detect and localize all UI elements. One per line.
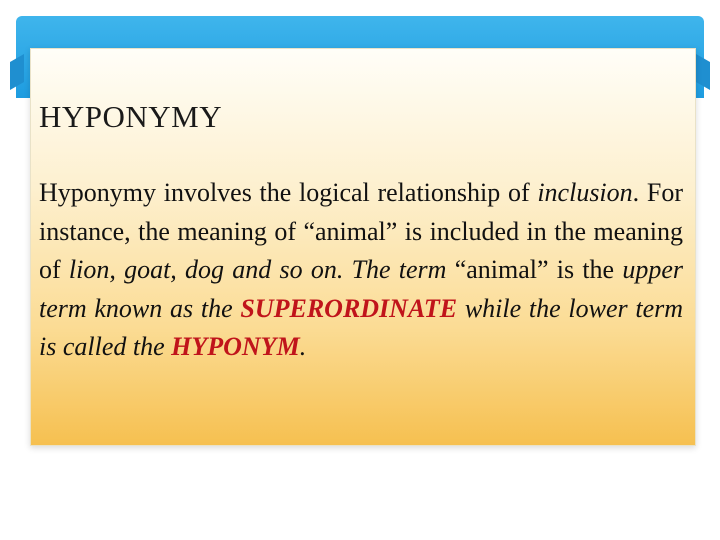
slide-title: HYPONYMY — [39, 99, 223, 134]
text-segment: “animal” is the — [454, 255, 623, 284]
superordinate-term: SUPERORDINATE — [240, 293, 458, 323]
text-segment: . For instance, the meaning of “animal” is included in the meaning of — [39, 178, 684, 284]
text-segment-italic: upper term known as the — [39, 255, 683, 323]
hyponym-term: HYPONYM — [171, 332, 300, 361]
content-box — [30, 48, 696, 446]
body-paragraph — [39, 174, 683, 367]
text-segment-italic: while the lower term is called the — [39, 293, 683, 361]
text-segment-italic: . — [299, 332, 307, 361]
text-segment-italic: inclusion — [537, 178, 633, 207]
text-segment: Hyponymy involves the logical relationship of — [39, 178, 538, 207]
text-segment-italic: lion, goat, dog and so on. The term — [68, 255, 455, 284]
